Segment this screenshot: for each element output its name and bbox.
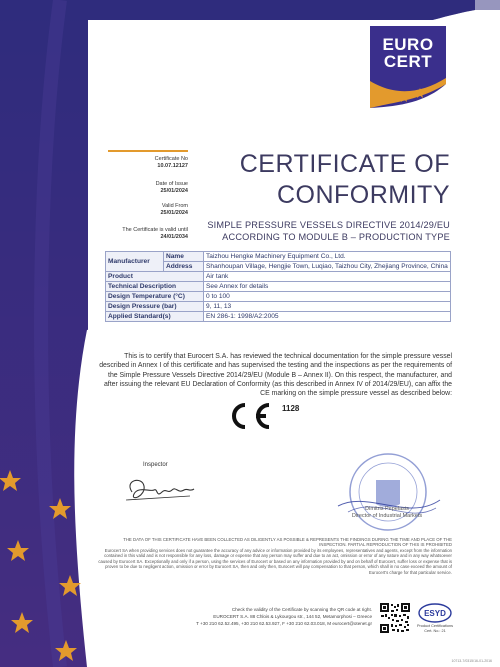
design-temp-label: Design Temperature (°C) (106, 292, 204, 302)
esyd-caption-2: Cert. No.: 21 (424, 629, 446, 633)
director-name: Dimitris Pepelasis (365, 506, 409, 512)
valid-until-value: 24/01/2034 (160, 234, 188, 240)
subtitle-line-2: ACCORDING TO MODULE B – PRODUCTION TYPE (222, 232, 450, 242)
director-title: Director of Industrial Markets (351, 513, 423, 519)
table-row (106, 312, 451, 322)
star-icon (49, 498, 71, 519)
qr-code-icon[interactable] (379, 602, 411, 634)
tech-desc-label: Technical Description (106, 282, 204, 292)
eurocert-seal (328, 450, 446, 542)
issue-date (96, 181, 188, 195)
table-row (106, 292, 451, 302)
address-value: Shanhoupan Village, Hengjie Town, Luqiao, Taizhou City, Zhejiang Province, China (204, 262, 451, 272)
notified-body-number: 1128 (282, 404, 300, 413)
table-row (106, 282, 451, 292)
design-temp-value: 0 to 100 (204, 292, 451, 302)
design-pressure-label: Design Pressure (bar) (106, 302, 204, 312)
name-value: Taizhou Hengke Machinery Equipment Co., Ltd. (204, 252, 451, 262)
star-icon (11, 612, 33, 633)
star-icon (7, 540, 29, 561)
address-label: Address (164, 262, 204, 272)
product-label: Product (106, 272, 204, 282)
tech-desc-value: See Annex for details (204, 282, 451, 292)
star-icon (0, 470, 21, 491)
inspector-signature (120, 472, 200, 508)
title-line-2: CONFORMITY (276, 181, 450, 209)
valid-from-label: Valid From (161, 203, 188, 209)
spec-table (105, 251, 451, 322)
subtitle-line-1: SIMPLE PRESSURE VESSELS DIRECTIVE 2014/29/EU (207, 220, 450, 230)
table-row (106, 252, 451, 262)
document-code: 10713-7/0315/16-01-2016 (451, 659, 492, 663)
certification-statement: This is to certify that Eurocert S.A. has reviewed the technical documentation for the simple pressure vessel described in Annex I of this certificate and has supervised the testing and the inspections as per the requirements of the Simple Pressure Vessels Directive 2014/29/EU (Module B – Annex II). On this respect, the manufacturer, and after issuing the relevant EU Declaration of Conformity (as this described in Annex IV of 2014/29/EU), can affix the CE marking on the simple pressure vessel as described below: (99, 353, 452, 398)
table-row (106, 302, 451, 312)
esyd-caption-1: Product Certifications (416, 624, 454, 628)
logo-line-1: EURO (382, 35, 434, 54)
standards-label: Applied Standard(s) (106, 312, 204, 322)
ce-mark-icon (229, 402, 273, 430)
title-line-1: CERTIFICATE OF (239, 150, 450, 178)
valid-from-value: 25/01/2024 (160, 210, 188, 216)
standards-value: EN 286-1: 1998/A2:2005 (204, 312, 451, 322)
star-icon (55, 640, 77, 661)
product-value: Air tank (204, 272, 451, 282)
meta-separator (108, 150, 188, 152)
issue-value: 25/01/2024 (160, 188, 188, 194)
design-pressure-value: 9, 11, 13 (204, 302, 451, 312)
valid-from (96, 203, 188, 217)
star-icon (59, 575, 81, 596)
cert-no-label: Certificate No (154, 156, 188, 162)
esyd-accreditation-logo (417, 602, 453, 624)
disclaimer-caps: THE DATA OF THIS CERTIFICATE HAVE BEEN COLLECTED AS DILIGENTLY AS POSSIBLE & REPRESENTS THE FINDINGS DURING THE TIME AND PLACE OF THE INSPECTION. PARTIAL REPRODUCTION OF THIS IS PROHIBITED (123, 537, 452, 548)
certificate-number (96, 156, 188, 170)
esyd-logo-text: ESYD (424, 609, 446, 618)
table-row (106, 272, 451, 282)
logo-line-2: CERT (383, 52, 433, 71)
footer-line-1: Check the validity of the Certificate by scanning the QR code at right. (231, 607, 372, 612)
manufacturer-label: Manufacturer (106, 252, 164, 272)
footer-line-2: EUROCERT S.A. 88 Chlois & Lykourgou str., 144 52, Metamorphosi – Greece (213, 614, 372, 619)
name-label: Name (164, 252, 204, 262)
inspector-label: Inspector (143, 462, 168, 468)
footer-line-3: T +30 210 62.52.495, +30 210 62.53.927, F +30 210 62.03.018, M eurocert@otenet.gr (196, 621, 372, 626)
issue-label: Date of Issue (155, 181, 188, 187)
valid-until (96, 227, 188, 241)
disclaimer-text: Eurocert SA when providing services does not guarantee the accuracy of any advice or information provided by its employees, representatives and agents, except from the information contained in this valid and is not responsible for any loss, damage or expense that any person may suffer and due to an act, omission or error of any nature and in any way whatsoever caused by Eurocert SA. Exceptionally and only if a person, using the services of Eurocert or based on any information provided by and on behalf of Eurocert, suffer loss or expense that is proven to be due to negligent action, omission or error by Eurocert SA, then and only then, Eurocert will pay compensation to that person, which shall in no case exceed the amount of Eurocert's charge for that particular service. (98, 548, 452, 575)
valid-until-label: The Certificate is valid until (122, 227, 188, 233)
cert-no-value: 10.07.12127 (157, 163, 188, 169)
eurocert-logo (370, 26, 446, 108)
